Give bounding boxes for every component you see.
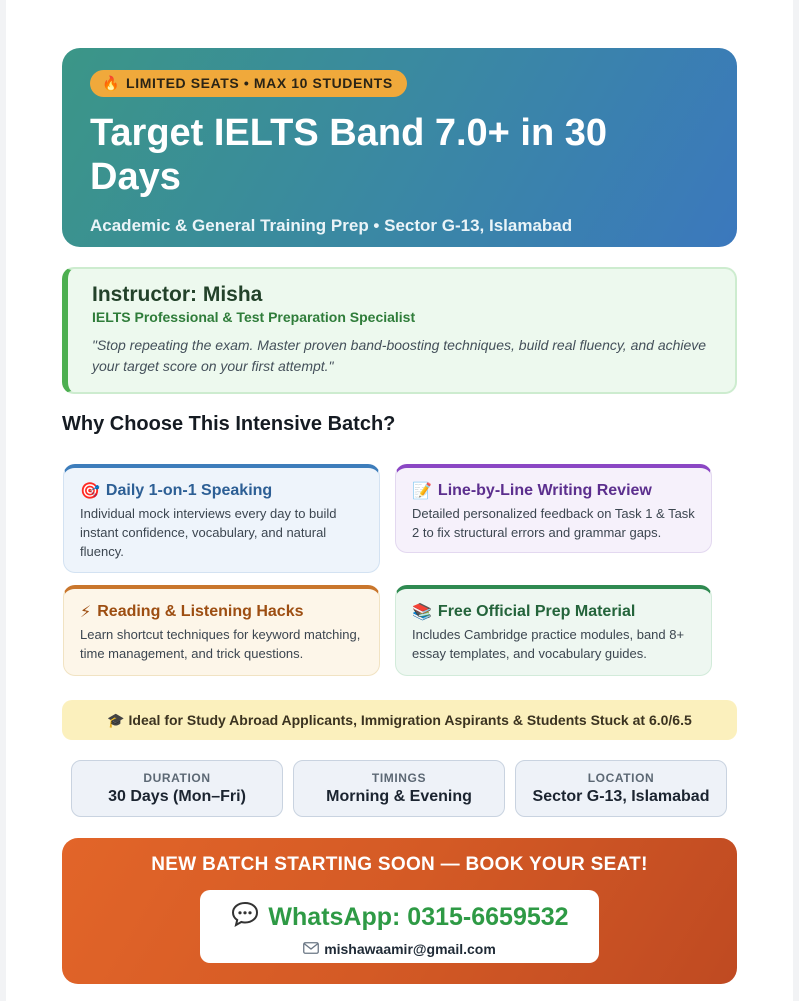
feature-card-writing [395,464,712,553]
cta-heading: NEW BATCH STARTING SOON — BOOK YOUR SEAT! [151,854,648,875]
target-icon: 🎯 [80,483,100,500]
feature-title: Line-by-Line Writing Review [437,482,652,499]
stat-label: DURATION [143,771,211,785]
feature-desc: Includes Cambridge practice modules, band 8+ essay templates, and vocabulary guides. [412,627,685,661]
whatsapp-number[interactable]: WhatsApp: 0315-6659532 [268,903,569,931]
feature-desc: Detailed personalized feedback on Task 1 & Task 2 to fix structural errors and grammar gaps. [412,506,695,540]
email-address[interactable]: mishawaamir@gmail.com [324,941,496,957]
memo-icon: 📝 [412,483,432,500]
graduation-cap-icon: 🎓 [107,712,125,728]
limited-seats-badge [90,70,407,97]
fire-icon: 🔥 [102,75,121,91]
feature-card-material [395,585,712,676]
whatsapp-link[interactable] [200,900,599,935]
feature-card-speaking [63,464,380,573]
envelope-icon [303,941,319,957]
books-icon: 📚 [412,604,432,621]
booking-cta [62,838,737,984]
stat-timings [293,760,505,817]
ideal-for-text: Ideal for Study Abroad Applicants, Immigration Aspirants & Students Stuck at 6.0/6.5 [128,712,692,728]
feature-title: Free Official Prep Material [437,603,636,620]
stat-location [515,760,727,817]
hero-banner [62,48,737,247]
stat-label: LOCATION [587,771,655,785]
hero-subtitle: Academic & General Training Prep • Sector G-13, Islamabad [90,216,573,235]
speech-bubble-icon [230,900,260,935]
feature-card-reading-listening [63,585,380,676]
instructor-card [62,267,737,394]
instructor-name: Instructor: Misha [92,283,263,306]
stat-duration [71,760,283,817]
feature-title: Reading & Listening Hacks [97,603,304,620]
feature-desc: Learn shortcut techniques for keyword matching, time management, and trick questions. [80,627,361,661]
stat-value: Morning & Evening [326,788,472,805]
badge-text: LIMITED SEATS • MAX 10 STUDENTS [126,75,393,91]
stat-label: TIMINGS [371,771,427,785]
lightning-icon: ⚡ [80,604,92,621]
instructor-role: IELTS Professional & Test Preparation Specialist [92,309,416,325]
hero-title: Target IELTS Band 7.0+ in 30 Days [90,112,608,198]
instructor-quote: "Stop repeating the exam. Master proven band-boosting techniques, build real fluency, and achieve your target score on your first attempt." [92,337,707,374]
flyer-page [6,0,793,1001]
feature-desc: Individual mock interviews every day to build instant confidence, vocabulary, and natural fluency. [80,506,337,559]
stat-value: 30 Days (Mon–Fri) [108,788,246,805]
ideal-for-banner [62,700,737,740]
section-heading: Why Choose This Intensive Batch? [62,413,396,435]
contact-box [200,890,599,963]
stat-value: Sector G-13, Islamabad [532,788,710,805]
feature-title: Daily 1-on-1 Speaking [105,482,273,499]
email-link[interactable] [200,941,599,957]
